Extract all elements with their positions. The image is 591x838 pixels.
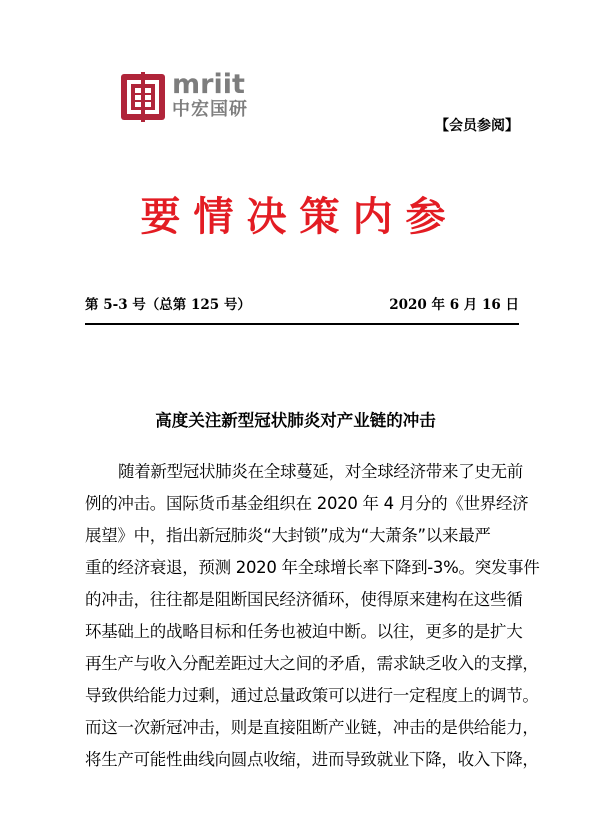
issue-date: 2020 年 6 月 16 日 bbox=[389, 297, 519, 313]
article-title: 高度关注新型冠状肺炎对产业链的冲击 bbox=[155, 411, 436, 430]
body-line: 展望》中，指出新冠肺炎“大封锁”成为“大萧条”以来最严 bbox=[85, 526, 491, 545]
body-line: 随着新型冠状肺炎在全球蔓延，对全球经济带来了史无前 bbox=[118, 462, 524, 481]
body-line: 将生产可能性曲线向圆点收缩，进而导致就业下降，收入下降， bbox=[85, 750, 539, 769]
logo-english-text: mriit bbox=[172, 69, 245, 100]
body-line: 的冲击，往往都是阻断国民经济循环，使得原来建构在这些循 bbox=[85, 590, 523, 609]
mriit-logo bbox=[120, 70, 280, 126]
body-line: 再生产与收入分配差距过大之间的矛盾，需求缺乏收入的支撑， bbox=[85, 654, 539, 673]
member-reference-label: 【会员参阅】 bbox=[435, 118, 519, 134]
header-divider bbox=[85, 323, 519, 325]
body-line: 重的经济衰退，预测 2020 年全球增长率下降到-3%。突发事件 bbox=[85, 558, 540, 577]
publication-title: 要情决策内参 bbox=[140, 193, 459, 240]
mriit-logo-mark-icon bbox=[120, 72, 166, 122]
body-line: 而这一次新冠冲击，则是直接阻断产业链，冲击的是供给能力， bbox=[85, 718, 539, 737]
article-body bbox=[85, 456, 540, 776]
logo-chinese-text: 中宏国研 bbox=[172, 99, 248, 120]
body-line: 导致供给能力过剩，通过总量政策可以进行一定程度上的调节。 bbox=[85, 686, 539, 705]
issue-number: 第 5-3 号（总第 125 号） bbox=[85, 297, 251, 313]
body-line: 例的冲击。国际货币基金组织在 2020 年 4 月分的《世界经济 bbox=[85, 494, 529, 513]
body-line: 环基础上的战略目标和任务也被迫中断。以往，更多的是扩大 bbox=[85, 622, 523, 641]
